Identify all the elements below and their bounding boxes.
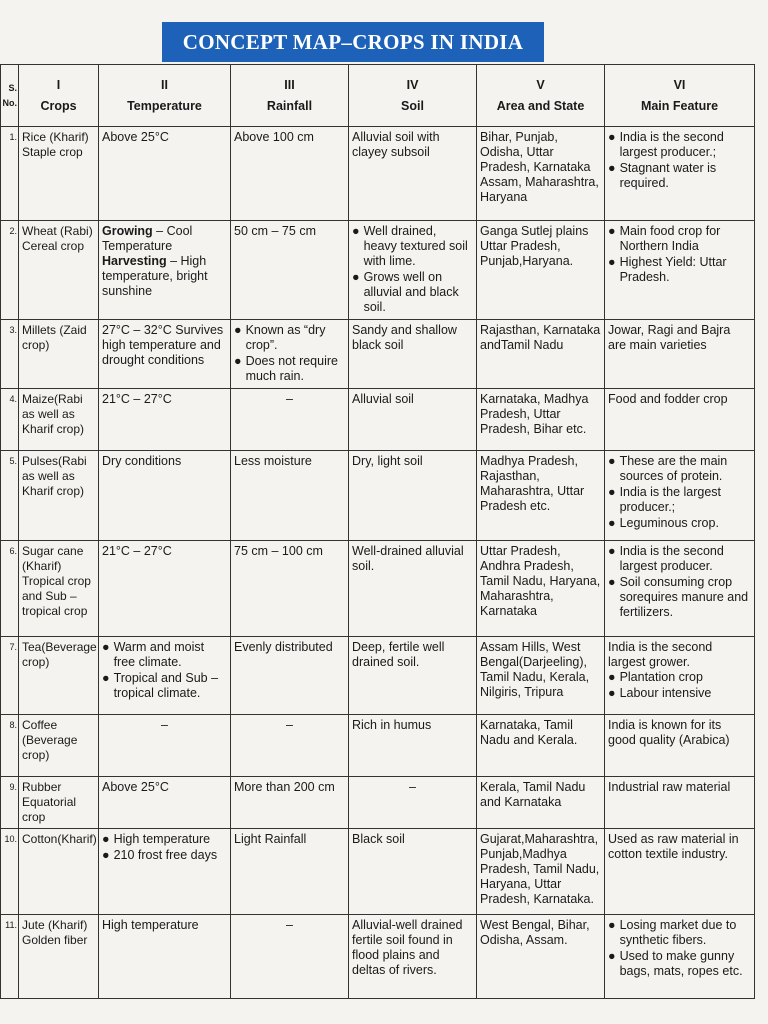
crop-cell: Maize(Rabi as well as Kharif crop) bbox=[19, 389, 99, 451]
rainfall-cell: – bbox=[231, 389, 349, 451]
soil-cell: Dry, light soil bbox=[349, 451, 477, 541]
soil-cell: Alluvial-well drained fertile soil found in flood plains and deltas of rivers. bbox=[349, 915, 477, 999]
table-row bbox=[1, 637, 755, 715]
temperature-cell: Dry conditions bbox=[99, 451, 231, 541]
header-crops: I Crops bbox=[19, 65, 99, 127]
feature-cell bbox=[605, 915, 755, 999]
rainfall-cell: Less moisture bbox=[231, 451, 349, 541]
soil-cell: Deep, fertile well drained soil. bbox=[349, 637, 477, 715]
temperature-cell: 21°C – 27°C bbox=[99, 389, 231, 451]
crop-cell: Wheat (Rabi) Cereal crop bbox=[19, 221, 99, 320]
soil-cell: Rich in humus bbox=[349, 715, 477, 777]
list-item: ● Warm and moist free climate. bbox=[102, 640, 205, 669]
feature-cell bbox=[605, 221, 755, 320]
area-cell: Ganga Sutlej plains Uttar Pradesh, Punjab,Haryana. bbox=[477, 221, 605, 320]
rainfall-cell: 75 cm – 100 cm bbox=[231, 541, 349, 637]
crop-cell: Rice (Kharif) Staple crop bbox=[19, 127, 99, 221]
list-item: ● Well drained, heavy textured soil with lime. bbox=[352, 224, 468, 268]
list-item: ● Tropical and Sub – tropical climate. bbox=[102, 671, 219, 700]
temperature-cell: High temperature bbox=[99, 915, 231, 999]
rainfall-cell: More than 200 cm bbox=[231, 777, 349, 829]
header-sno: S. No. bbox=[1, 65, 19, 127]
list-item: ● Plantation crop bbox=[608, 670, 703, 684]
area-cell: Karnataka, Madhya Pradesh, Uttar Pradesh, Bihar etc. bbox=[477, 389, 605, 451]
list-item: ● Soil consuming crop sorequires manure and fertilizers. bbox=[608, 575, 749, 619]
list-item: ● 210 frost free days bbox=[102, 848, 218, 862]
soil-cell bbox=[349, 221, 477, 320]
feature-cell: India is known for its good quality (Arabica) bbox=[605, 715, 755, 777]
list-item: ● India is the second largest producer.; bbox=[608, 130, 724, 159]
table-row bbox=[1, 389, 755, 451]
crop-cell: Rubber Equatorial crop bbox=[19, 777, 99, 829]
feature-cell bbox=[605, 541, 755, 637]
temperature-cell: Growing – Cool Temperature Harvesting – High temperature, bright sunshine bbox=[99, 221, 231, 320]
rainfall-cell bbox=[231, 320, 349, 389]
page-title: CONCEPT MAP–CROPS IN INDIA bbox=[182, 29, 524, 54]
table-row bbox=[1, 127, 755, 221]
feature-cell: India is the second largest grower. ● Plantation crop ● Labour intensive bbox=[605, 637, 755, 715]
list-item: ● Leguminous crop. bbox=[608, 516, 719, 530]
crop-cell: Pulses(Rabi as well as Kharif crop) bbox=[19, 451, 99, 541]
area-cell: Karnataka, Tamil Nadu and Kerala. bbox=[477, 715, 605, 777]
area-cell: Kerala, Tamil Nadu and Karnataka bbox=[477, 777, 605, 829]
table-row bbox=[1, 221, 755, 320]
crops-table bbox=[0, 64, 755, 999]
temperature-cell: 21°C – 27°C bbox=[99, 541, 231, 637]
row-number: 8. bbox=[1, 715, 19, 777]
title-banner bbox=[162, 22, 544, 62]
rainfall-cell: Above 100 cm bbox=[231, 127, 349, 221]
row-number: 4. bbox=[1, 389, 19, 451]
list-item: ● High temperature bbox=[102, 832, 211, 846]
list-item: ● India is the second largest producer. bbox=[608, 544, 724, 573]
header-main-feature: VI Main Feature bbox=[605, 65, 755, 127]
rainfall-cell: Light Rainfall bbox=[231, 829, 349, 915]
rainfall-cell: Evenly distributed bbox=[231, 637, 349, 715]
crop-cell: Tea(Beverage crop) bbox=[19, 637, 99, 715]
crop-cell: Coffee (Beverage crop) bbox=[19, 715, 99, 777]
header-rainfall: III Rainfall bbox=[231, 65, 349, 127]
list-item: ● Known as “dry crop”. bbox=[234, 323, 326, 352]
area-cell: Madhya Pradesh, Rajasthan, Maharashtra, Uttar Pradesh etc. bbox=[477, 451, 605, 541]
list-item: ● Used to make gunny bags, mats, ropes etc. bbox=[608, 949, 743, 978]
list-item: ● Highest Yield: Uttar Pradesh. bbox=[608, 255, 727, 284]
soil-cell: Alluvial soil with clayey subsoil bbox=[349, 127, 477, 221]
header-row bbox=[1, 65, 755, 127]
feature-cell: Industrial raw material bbox=[605, 777, 755, 829]
area-cell: Assam Hills, West Bengal(Darjeeling), Tamil Nadu, Kerala, Nilgiris, Tripura bbox=[477, 637, 605, 715]
header-soil: IV Soil bbox=[349, 65, 477, 127]
table-row bbox=[1, 777, 755, 829]
row-number: 5. bbox=[1, 451, 19, 541]
area-cell: West Bengal, Bihar, Odisha, Assam. bbox=[477, 915, 605, 999]
table-row bbox=[1, 451, 755, 541]
crop-cell: Jute (Kharif) Golden fiber bbox=[19, 915, 99, 999]
table-row bbox=[1, 915, 755, 999]
crop-cell: Cotton(Kharif) bbox=[19, 829, 99, 915]
table-row bbox=[1, 829, 755, 915]
rainfall-cell: – bbox=[231, 915, 349, 999]
row-number: 7. bbox=[1, 637, 19, 715]
row-number: 3. bbox=[1, 320, 19, 389]
temperature-cell bbox=[99, 829, 231, 915]
soil-cell: Sandy and shallow black soil bbox=[349, 320, 477, 389]
header-area: V Area and State bbox=[477, 65, 605, 127]
soil-cell: – bbox=[349, 777, 477, 829]
soil-cell: Black soil bbox=[349, 829, 477, 915]
feature-cell: Jowar, Ragi and Bajra are main varieties bbox=[605, 320, 755, 389]
rainfall-cell: 50 cm – 75 cm bbox=[231, 221, 349, 320]
feature-cell: Food and fodder crop bbox=[605, 389, 755, 451]
list-item: ● Labour intensive bbox=[608, 686, 712, 700]
feature-cell bbox=[605, 451, 755, 541]
temperature-cell: 27°C – 32°C Survives high temperature and drought conditions bbox=[99, 320, 231, 389]
list-item: ● Main food crop for Northern India bbox=[608, 224, 721, 253]
area-cell: Gujarat,Maharashtra, Punjab,Madhya Pradesh, Tamil Nadu, Haryana, Uttar Pradesh, Karnataka. bbox=[477, 829, 605, 915]
row-number: 2. bbox=[1, 221, 19, 320]
row-number: 6. bbox=[1, 541, 19, 637]
area-cell: Bihar, Punjab, Odisha, Uttar Pradesh, Karnataka Assam, Maharashtra, Haryana bbox=[477, 127, 605, 221]
soil-cell: Well-drained alluvial soil. bbox=[349, 541, 477, 637]
table-row bbox=[1, 320, 755, 389]
header-temperature: II Temperature bbox=[99, 65, 231, 127]
row-number: 11. bbox=[1, 915, 19, 999]
list-item: ● These are the main sources of protein. bbox=[608, 454, 728, 483]
feature-cell bbox=[605, 127, 755, 221]
temperature-cell: Above 25°C bbox=[99, 127, 231, 221]
table-row bbox=[1, 541, 755, 637]
table-row bbox=[1, 715, 755, 777]
crop-cell: Sugar cane (Kharif) Tropical crop and Sub – tropical crop bbox=[19, 541, 99, 637]
feature-cell: Used as raw material in cotton textile industry. bbox=[605, 829, 755, 915]
row-number: 9. bbox=[1, 777, 19, 829]
temperature-cell: – bbox=[99, 715, 231, 777]
area-cell: Rajasthan, Karnataka andTamil Nadu bbox=[477, 320, 605, 389]
rainfall-cell: – bbox=[231, 715, 349, 777]
row-number: 1. bbox=[1, 127, 19, 221]
list-item: ● India is the largest producer.; bbox=[608, 485, 722, 514]
list-item: ● Losing market due to synthetic fibers. bbox=[608, 918, 737, 947]
list-item: ● Grows well on alluvial and black soil. bbox=[352, 270, 459, 314]
temperature-cell bbox=[99, 637, 231, 715]
area-cell: Uttar Pradesh, Andhra Pradesh, Tamil Nadu, Haryana, Maharashtra, Karnataka bbox=[477, 541, 605, 637]
list-item: ● Does not require much rain. bbox=[234, 354, 338, 383]
temperature-cell: Above 25°C bbox=[99, 777, 231, 829]
crop-cell: Millets (Zaid crop) bbox=[19, 320, 99, 389]
list-item: ● Stagnant water is required. bbox=[608, 161, 717, 190]
soil-cell: Alluvial soil bbox=[349, 389, 477, 451]
row-number: 10. bbox=[1, 829, 19, 915]
